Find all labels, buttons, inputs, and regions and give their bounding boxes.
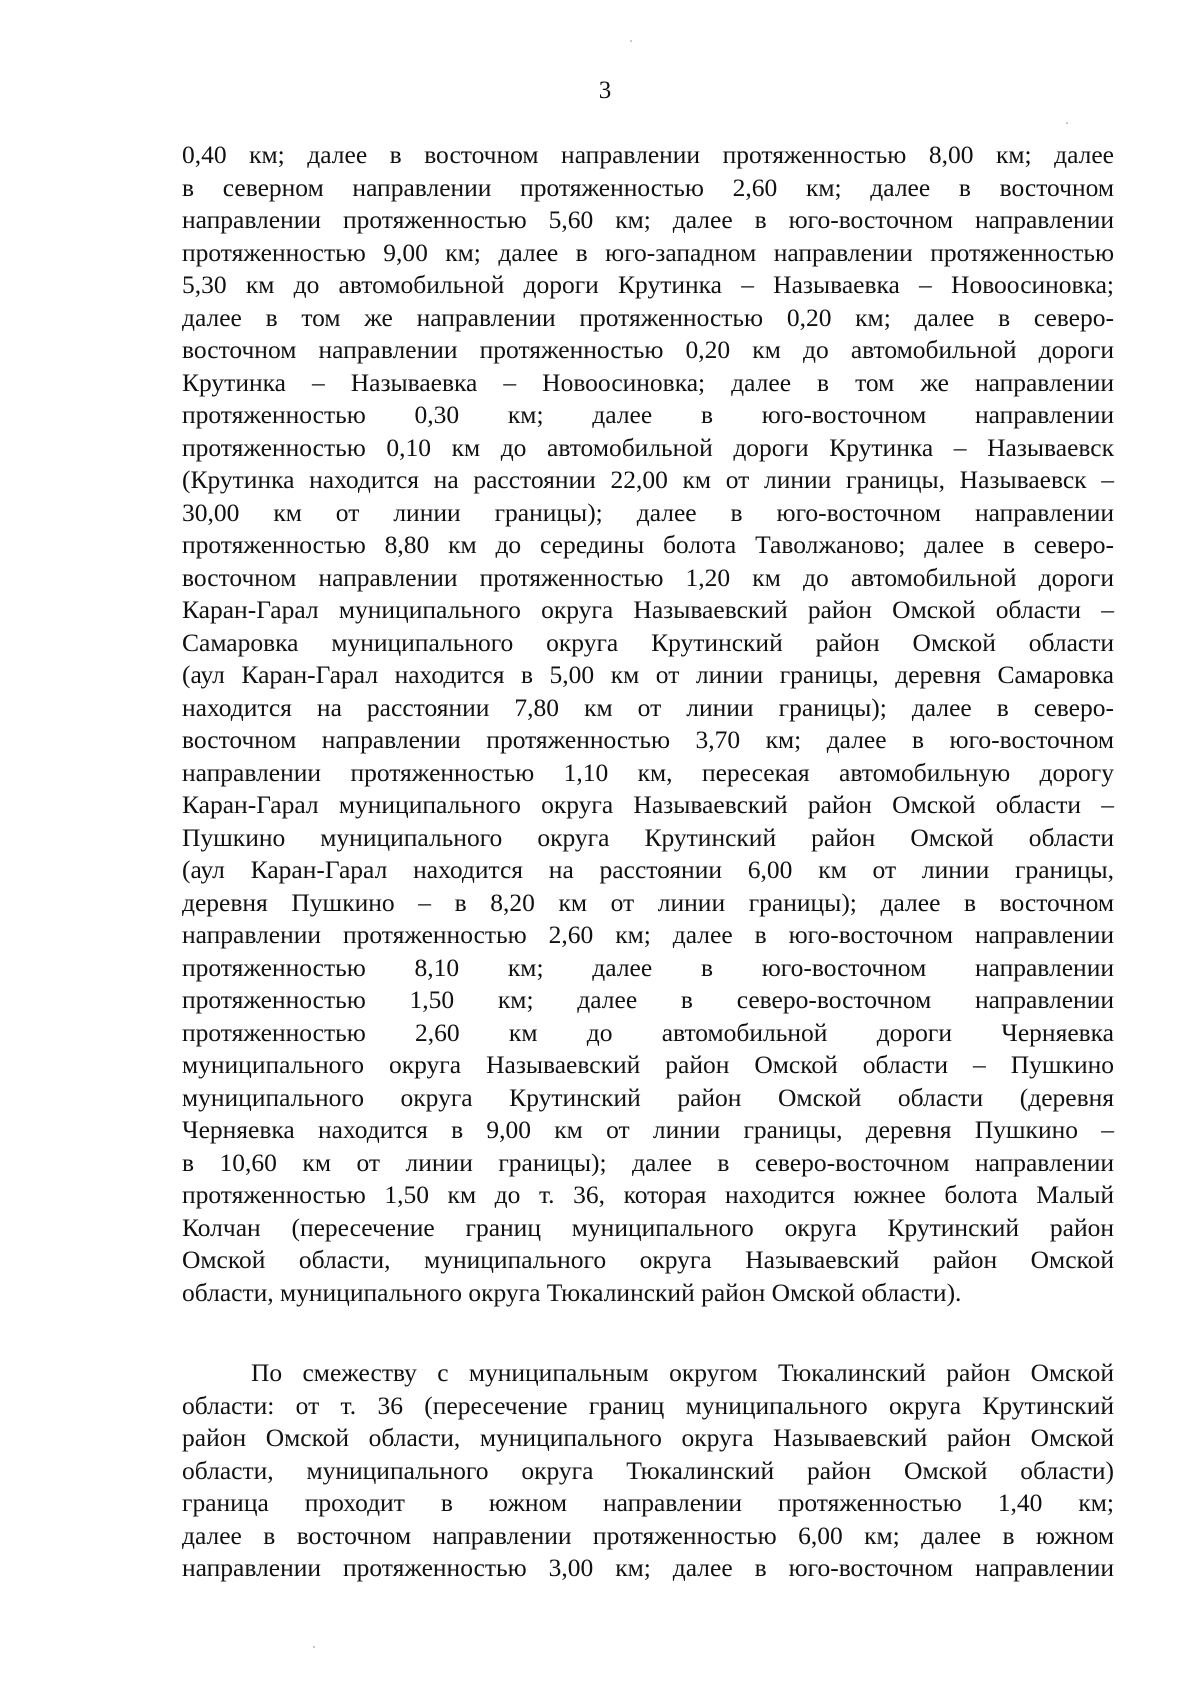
text-line: протяженностью 1,50 км; далее в северо-восточном направлении	[182, 985, 1114, 1014]
scan-speck	[313, 1646, 315, 1648]
text-line: протяженностью 8,80 км до середины болота Таволжаново; далее в северо-	[182, 530, 1114, 559]
page-number: 3	[598, 77, 612, 104]
text-line: Самаровка муниципального округа Крутинский район Омской области	[182, 627, 1114, 657]
paragraph-2	[182, 1357, 1114, 1585]
text-line: муниципального округа Называевский район Омской области – Пушкино	[182, 1050, 1114, 1079]
text-line: Каран-Гарал муниципального округа Называевский район Омской области –	[182, 790, 1114, 819]
text-line: направлении протяженностью 5,60 км; далее в юго-восточном направлении	[182, 205, 1114, 234]
text-line: Колчан (пересечение границ муниципального округа Крутинский район	[182, 1212, 1114, 1242]
text-line: Каран-Гарал муниципального округа Называевский район Омской области –	[182, 595, 1114, 624]
paragraph-1	[182, 139, 1114, 1309]
text-line: По смежеству с муниципальным округом Тюкалинский район Омской	[251, 1358, 1114, 1387]
text-line: протяженностью 1,50 км до т. 36, которая находится южнее болота Малый	[182, 1180, 1114, 1209]
text-line: Омской области, муниципального округа Называевский район Омской	[182, 1245, 1114, 1274]
text-line: находится на расстоянии 7,80 км от линии границы); далее в северо-	[182, 692, 1114, 722]
scan-speck	[1066, 122, 1068, 124]
text-line: протяженностью 2,60 км до автомобильной дороги Черняевка	[182, 1017, 1114, 1047]
text-line: в 10,60 км от линии границы); далее в северо-восточном направлении	[182, 1147, 1114, 1177]
text-line: протяженностью 0,30 км; далее в юго-восточном направлении	[182, 400, 1114, 429]
document-body	[182, 139, 1114, 1585]
text-line: (аул Каран-Гарал находится на расстоянии 6,00 км от линии границы,	[182, 855, 1114, 884]
text-line: области: от т. 36 (пересечение границ муниципального округа Крутинский	[182, 1390, 1114, 1420]
text-line: (Крутинка находится на расстоянии 22,00 км от линии границы, Называевск –	[182, 465, 1114, 494]
text-line: в северном направлении протяженностью 2,60 км; далее в восточном	[182, 172, 1114, 202]
text-line: протяженностью 0,10 км до автомобильной дороги Крутинка – Называевск	[182, 432, 1114, 462]
scan-speck	[630, 40, 632, 42]
text-line: 5,30 км до автомобильной дороги Крутинка – Называевка – Новоосиновка;	[182, 270, 1114, 299]
text-line: 30,00 км от линии границы); далее в юго-восточном направлении	[182, 497, 1114, 527]
text-line: 0,40 км; далее в восточном направлении протяженностью 8,00 км; далее	[182, 140, 1114, 169]
text-line: области, муниципального округа Тюкалинский район Омской области)	[182, 1455, 1114, 1485]
text-line: восточном направлении протяженностью 3,70 км; далее в юго-восточном	[182, 725, 1114, 754]
text-line: направлении протяженностью 3,00 км; далее в юго-восточном направлении	[182, 1553, 1114, 1582]
text-line: Крутинка – Называевка – Новоосиновка; далее в том же направлении	[182, 367, 1114, 397]
text-line: восточном направлении протяженностью 0,20 км до автомобильной дороги	[182, 335, 1114, 364]
text-line: (аул Каран-Гарал находится в 5,00 км от линии границы, деревня Самаровка	[182, 660, 1114, 689]
text-line: области, муниципального округа Тюкалинский район Омской области).	[182, 1277, 962, 1307]
text-line: далее в восточном направлении протяженностью 6,00 км; далее в южном	[182, 1520, 1114, 1550]
text-line: Черняевка находится в 9,00 км от линии границы, деревня Пушкино –	[182, 1115, 1114, 1144]
text-line: граница проходит в южном направлении протяженностью 1,40 км;	[182, 1488, 1114, 1517]
text-line: далее в том же направлении протяженностью 0,20 км; далее в северо-	[182, 302, 1114, 332]
text-line: протяженностью 8,10 км; далее в юго-восточном направлении	[182, 952, 1114, 982]
paragraph-gap	[182, 1309, 1114, 1357]
text-line: направлении протяженностью 2,60 км; далее в юго-восточном направлении	[182, 920, 1114, 949]
text-line: муниципального округа Крутинский район Омской области (деревня	[182, 1082, 1114, 1112]
text-line: деревня Пушкино – в 8,20 км от линии границы); далее в восточном	[182, 887, 1114, 917]
text-line: Пушкино муниципального округа Крутинский район Омской области	[182, 822, 1114, 852]
text-line: направлении протяженностью 1,10 км, пересекая автомобильную дорогу	[182, 757, 1114, 787]
text-line: район Омской области, муниципального округа Называевский район Омской	[182, 1423, 1114, 1452]
text-line: восточном направлении протяженностью 1,20 км до автомобильной дороги	[182, 562, 1114, 592]
text-line: протяженностью 9,00 км; далее в юго-западном направлении протяженностью	[182, 237, 1114, 267]
